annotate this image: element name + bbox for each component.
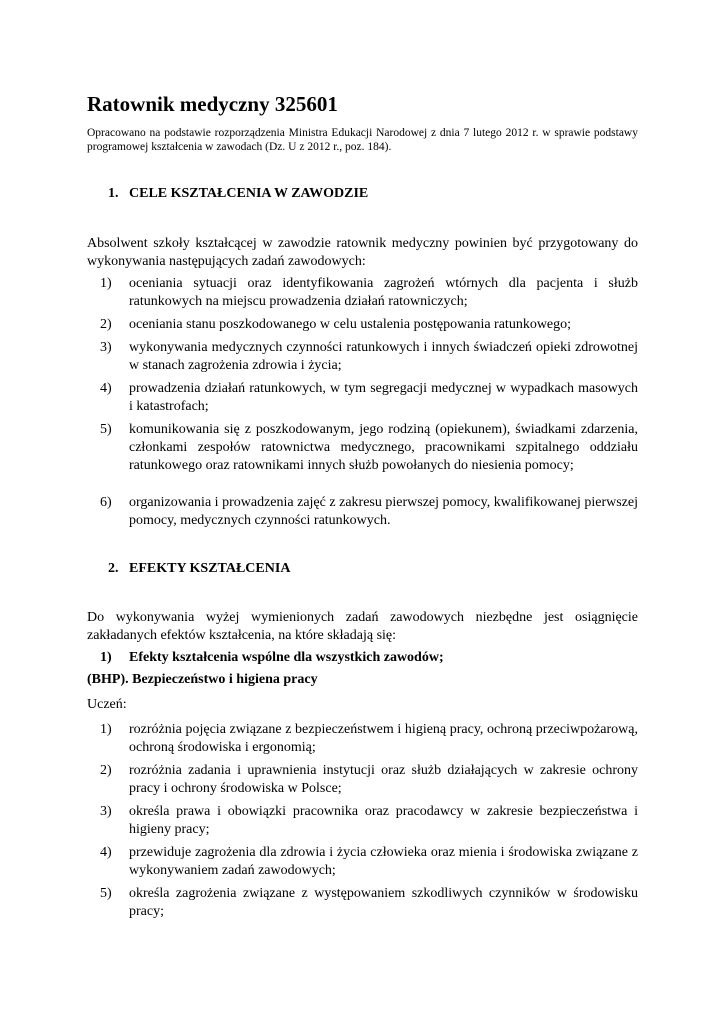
document-title: Ratownik medyczny 325601: [87, 92, 338, 116]
list-item-number: 2): [100, 763, 112, 778]
list-item-text: wykonywania medycznych czynności ratunkowych i innych świadczeń opieki zdrowotnej w stanach zagrożenia zdrowia i życia;: [129, 340, 638, 373]
bhp-heading: (BHP). Bezpieczeństwo i higiena pracy: [87, 672, 318, 687]
list-item-text: przewiduje zagrożenia dla zdrowia i życia człowieka oraz mienia i środowiska związane z wykonywaniem zadań zawodowych;: [129, 845, 638, 878]
list-item-text: oceniania sytuacji oraz identyfikowania zagrożeń wtórnych dla pacjenta i służb ratunkowych na miejscu prowadzenia działań ratowniczych;: [129, 276, 638, 309]
list-item-text: określa zagrożenia związane z występowaniem szkodliwych czynników w środowisku pracy;: [129, 886, 638, 919]
student-label: Uczeń:: [87, 697, 127, 712]
list-item-number: 5): [100, 886, 112, 901]
section-2-number: 2.: [108, 561, 119, 576]
list-item-number: 1): [100, 276, 112, 291]
list-item-text: komunikowania się z poszkodowanym, jego rodziną (opiekunem), świadkami zdarzenia, członkami zespołów ratownictwa medycznego, pracownikami szpitalnego oddziału ratunkowego oraz ratownikami innych służb powołanych do niesienia pomocy;: [129, 422, 638, 473]
section-1-intro: Absolwent szkoły kształcącej w zawodzie ratownik medyczny powinien być przygotowany do wykonywania następujących zadań zawodowych:: [87, 236, 638, 269]
list-item-text: organizowania i prowadzenia zajęć z zakresu pierwszej pomocy, kwalifikowanej pierwszej pomocy, medycznych czynności ratunkowych.: [129, 495, 638, 528]
list-item-number: 1): [100, 722, 112, 737]
list-item-number: 6): [100, 495, 112, 510]
section-2-heading: EFEKTY KSZTAŁCENIA: [129, 561, 291, 576]
list-item-number: 4): [100, 845, 112, 860]
list-item-number: 2): [100, 317, 112, 332]
list-item-number: 3): [100, 804, 112, 819]
section-1-heading: CELE KSZTAŁCENIA W ZAWODZIE: [129, 186, 369, 201]
list-item-number: 3): [100, 340, 112, 355]
list-item-number: 4): [100, 381, 112, 396]
subsection-title: Efekty kształcenia wspólne dla wszystkich zawodów;: [129, 650, 444, 665]
list-item-text: rozróżnia pojęcia związane z bezpieczeństwem i higieną pracy, ochroną przeciwpożarową, ochroną środowiska i ergonomią;: [129, 722, 638, 755]
list-item-text: określa prawa i obowiązki pracownika oraz pracodawcy w zakresie bezpieczeństwa i higieny pracy;: [129, 804, 638, 837]
document-subtitle: Opracowano na podstawie rozporządzenia Ministra Edukacji Narodowej z dnia 7 lutego 2012 r. w sprawie podstawy programowej kształcenia w zawodach (Dz. U z 2012 r., poz. 184).: [87, 127, 638, 153]
list-item-text: rozróżnia zadania i uprawnienia instytucji oraz służb działających w zakresie ochrony pracy i ochrony środowiska w Polsce;: [129, 763, 638, 796]
subsection-number: 1): [100, 650, 112, 665]
list-item-number: 5): [100, 422, 112, 437]
list-item-text: oceniania stanu poszkodowanego w celu ustalenia postępowania ratunkowego;: [129, 317, 572, 332]
section-2-intro: Do wykonywania wyżej wymienionych zadań zawodowych niezbędne jest osiągnięcie zakładanych efektów kształcenia, na które składają się:: [87, 610, 638, 643]
section-1-number: 1.: [108, 186, 119, 201]
list-item-text: prowadzenia działań ratunkowych, w tym segregacji medycznej w wypadkach masowych i katastrofach;: [129, 381, 638, 414]
